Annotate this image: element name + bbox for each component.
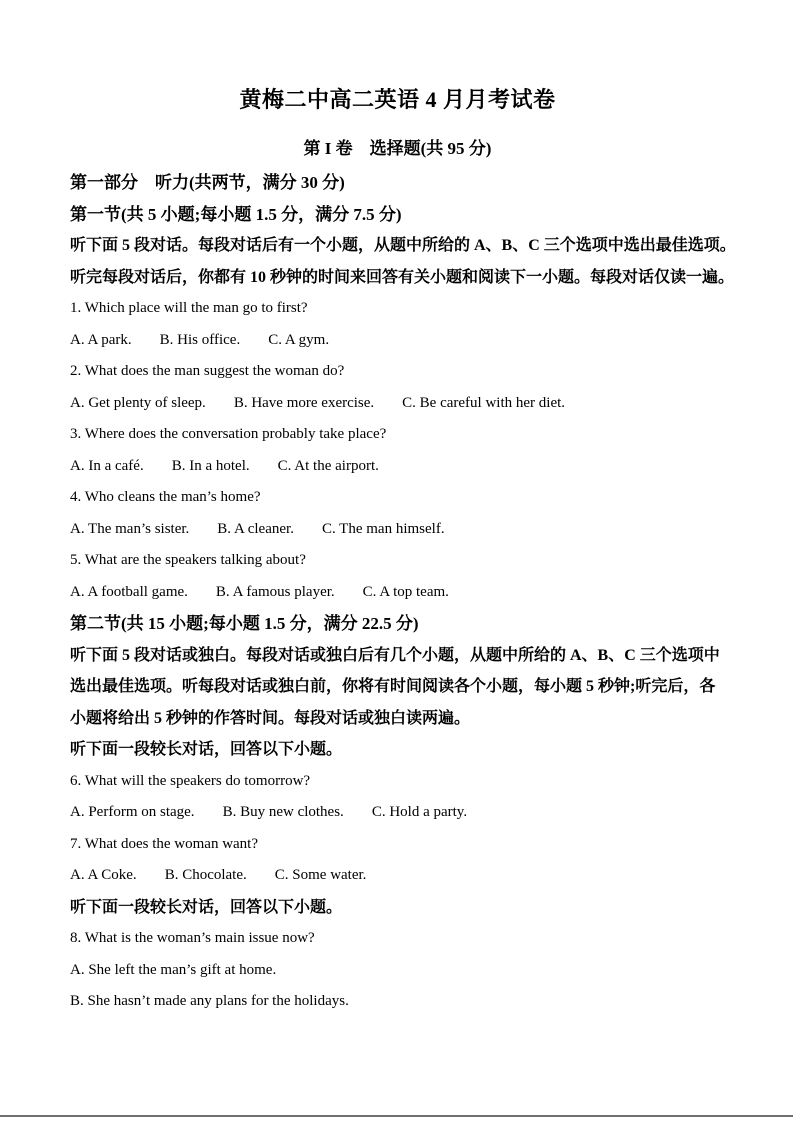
option-c: C. Some water. [274,867,367,883]
page-title: 黄梅二中高二英语 4 月月考试卷 [239,87,556,112]
question-7-text: 7. What does the woman want? [70,835,259,852]
question-3-options [70,451,725,483]
option-a: A. A park. [70,331,132,348]
option-c: C. A top team. [362,583,449,600]
question-5-options [70,577,725,609]
question-3-text: 3. Where does the conversation probably take place? [70,426,387,442]
section2-instruction-line-1: 听下面 5 段对话或独白。每段对话或独白后有几个小题，从题中所给的 A、B、C 三个选项中 [70,646,720,664]
question-7-options [70,860,725,892]
option-a: A. In a café. [70,457,144,474]
question-8-option-b: B. She hasn’t made any plans for the holidays. [70,993,349,1009]
section2-instruction-line-3: 小题将给出 5 秒钟的作答时间。每段对话或独白读两遍。 [70,709,471,727]
option-b: B. Chocolate. [164,867,247,883]
option-b: B. His office. [159,331,241,348]
option-a: A. The man’s sister. [70,520,190,537]
question-1-options [70,325,725,357]
option-c: C. Be careful with her diet. [402,394,566,411]
question-2-options [70,388,725,420]
question-2-text: 2. What does the man suggest the woman do? [70,363,345,379]
option-c: C. The man himself. [321,520,445,537]
option-b: B. In a hotel. [171,457,250,474]
option-a: A. Get plenty of sleep. [70,394,206,411]
section2-instruction-line-2: 选出最佳选项。听每段对话或独白前，你将有时间阅读各个小题，每小题 5 秒钟;听完后，各 [70,678,716,695]
question-6-text: 6. What will the speakers do tomorrow? [70,772,311,789]
option-c: C. At the airport. [277,457,379,474]
option-a: A. Perform on stage. [70,804,195,820]
option-b: B. Buy new clothes. [222,804,344,820]
option-c: C. Hold a party. [371,804,468,820]
section1-heading: 第一节(共 5 小题;每小题 1.5 分，满分 7.5 分) [70,204,402,224]
volume-heading: 第 I 卷 选择题(共 95 分) [303,139,492,158]
question-4-options [70,514,725,546]
part1-heading: 第一部分 听力(共两节，满分 30 分) [70,173,345,192]
question-1-text: 1. Which place will the man go to first? [70,300,308,316]
question-4-text: 4. Who cleans the man’s home? [70,489,261,505]
section1-instruction-line-2: 听完每段对话后，你都有 10 秒钟的时间来回答有关小题和阅读下一小题。每段对话仅读一遍。 [70,268,735,286]
option-c: C. A gym. [268,331,330,348]
dialog1-lead: 听下面一段较长对话，回答以下小题。 [70,741,343,758]
question-5-text: 5. What are the speakers talking about? [70,552,306,568]
option-b: B. A famous player. [215,583,335,600]
dialog2-lead: 听下面一段较长对话，回答以下小题。 [70,898,343,916]
section2-heading: 第二节(共 15 小题;每小题 1.5 分，满分 22.5 分) [70,614,419,633]
question-8-option-a: A. She left the man’s gift at home. [70,961,277,978]
option-b: B. A cleaner. [217,520,294,537]
option-b: B. Have more exercise. [233,394,375,411]
section1-instruction-line-1: 听下面 5 段对话。每段对话后有一个小题，从题中所给的 A、B、C 三个选项中选出最佳选项。 [70,237,736,254]
page-bottom-rule [0,1115,793,1117]
option-a: A. A football game. [70,583,188,600]
question-8-text: 8. What is the woman’s main issue now? [70,930,315,946]
option-a: A. A Coke. [70,867,137,883]
question-6-options [70,797,725,829]
